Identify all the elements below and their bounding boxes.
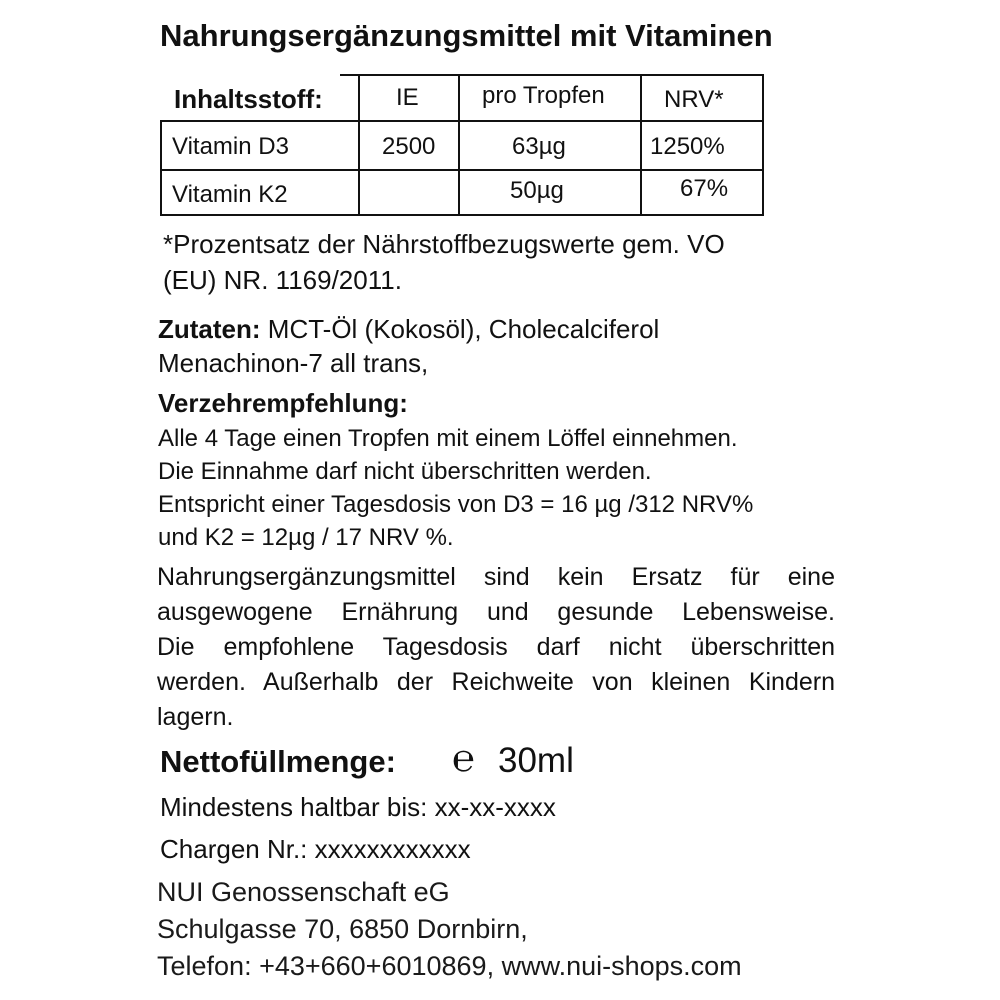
table-header-per-drop: pro Tropfen bbox=[482, 82, 605, 109]
warning-line: ausgewogene Ernährung und gesunde Lebensweise. bbox=[157, 598, 835, 626]
table-row-divider bbox=[160, 169, 764, 171]
recommendation-line: Entspricht einer Tagesdosis von D3 = 16 µg /312 NRV% bbox=[158, 491, 754, 518]
warning-line: lagern. bbox=[157, 703, 234, 731]
ingredients-line bbox=[158, 314, 659, 345]
ingredients-text: Menachinon-7 all trans, bbox=[158, 348, 429, 378]
company-street: Schulgasse 70, 6850 Dornbirn, bbox=[157, 914, 528, 944]
warning-paragraph bbox=[157, 560, 835, 735]
table-col-divider-1 bbox=[358, 74, 360, 216]
table-col-divider-3 bbox=[640, 74, 642, 216]
recommendation-line: Alle 4 Tage einen Tropfen mit einem Löffel einnehmen. bbox=[158, 425, 738, 452]
table-left-border bbox=[160, 120, 162, 216]
table-cell-name: Vitamin K2 bbox=[172, 181, 288, 208]
footnote-line: (EU) NR. 1169/2011. bbox=[163, 265, 402, 295]
recommendation-heading: Verzehrempfehlung: bbox=[158, 388, 408, 418]
table-cell-ie: 2500 bbox=[382, 133, 436, 160]
table-top-border bbox=[340, 74, 764, 76]
table-header-ie: IE bbox=[396, 84, 419, 111]
nutrient-table bbox=[160, 74, 764, 216]
warning-line: Nahrungsergänzungsmittel sind kein Ersatz für eine bbox=[157, 563, 835, 591]
recommendation-line: Die Einnahme darf nicht überschritten werden. bbox=[158, 458, 652, 485]
company-contact: Telefon: +43+660+6010869, www.nui-shops.com bbox=[157, 951, 742, 981]
table-right-border bbox=[762, 74, 764, 216]
net-quantity-value: 30ml bbox=[498, 741, 574, 780]
table-cell-nrv: 67% bbox=[680, 175, 729, 202]
batch-number: Chargen Nr.: xxxxxxxxxxxx bbox=[160, 834, 471, 864]
table-cell-name: Vitamin D3 bbox=[172, 133, 289, 160]
table-cell-per-drop: 50µg bbox=[510, 177, 564, 204]
table-bottom-border bbox=[160, 214, 764, 216]
table-header-nrv: NRV* bbox=[664, 86, 724, 113]
ingredients-text: MCT-Öl (Kokosöl), Cholecalciferol bbox=[267, 314, 660, 344]
table-cell-per-drop: 63µg bbox=[512, 133, 566, 160]
best-before: Mindestens haltbar bis: xx-xx-xxxx bbox=[160, 792, 556, 822]
product-title: Nahrungsergänzungsmittel mit Vitaminen bbox=[160, 18, 773, 53]
estimated-sign-icon: ℮ bbox=[452, 736, 475, 780]
table-header-divider bbox=[160, 120, 764, 122]
net-quantity-label: Nettofüllmenge: bbox=[160, 744, 396, 779]
table-cell-nrv: 1250% bbox=[650, 133, 725, 160]
recommendation-line: und K2 = 12µg / 17 NRV %. bbox=[158, 524, 454, 551]
ingredients-label: Zutaten: bbox=[158, 314, 261, 344]
warning-line: Die empfohlene Tagesdosis darf nicht überschritten bbox=[157, 633, 835, 661]
table-col-divider-2 bbox=[458, 74, 460, 216]
warning-line: werden. Außerhalb der Reichweite von kleinen Kindern bbox=[157, 668, 835, 696]
company-name: NUI Genossenschaft eG bbox=[157, 877, 450, 907]
table-header-ingredient: Inhaltsstoff: bbox=[174, 84, 323, 114]
footnote-line: *Prozentsatz der Nährstoffbezugswerte gem. VO bbox=[163, 229, 725, 259]
